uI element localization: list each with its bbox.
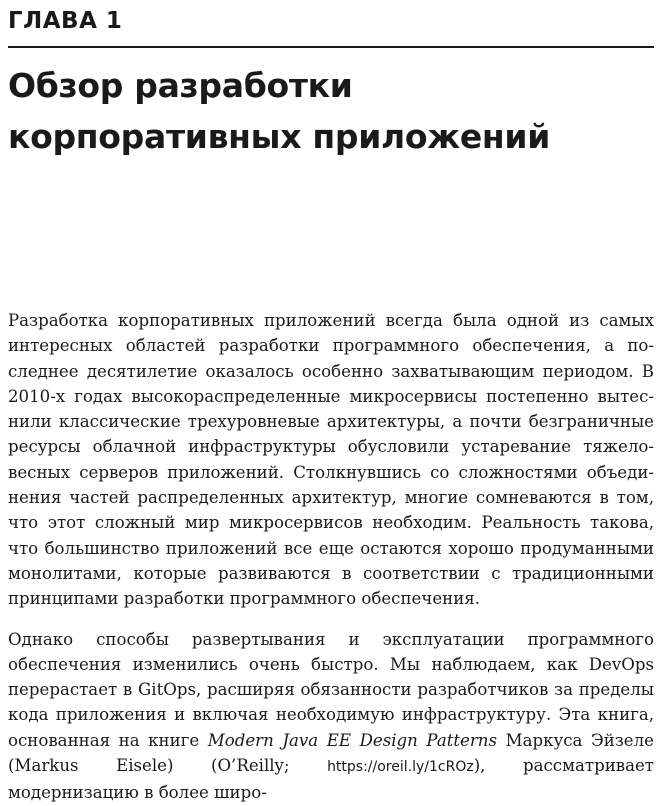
paragraph-deployment [8,627,654,806]
paragraph-intro: Разработка корпоративных приложений всегда была одной из самых интересных областей разработки программного обеспечения, а последнее десятилетие оказалось особенно захватывающим периодом. В 2010-х годах высокораспределенные микросервисы постепенно вытеснили классические трехуровневые архитектуры, а почти безграничные ресурсы облачной инфраструктуры обусловили устаревание тяжеловесных серверов приложений. Столкнувшись со сложностями объединения частей распределенных архитектур, многие сомневаются в том, что этот сложный мир микросервисов необходим. Реальность такова, что большинство приложений все еще остаются хорошо продуманными монолитами, которые развиваются в соответствии с традиционными принципами разработки программного обеспечения. [8,311,654,609]
book-title: Modern Java EE Design Patterns [207,730,498,750]
reference-link[interactable]: https://oreil.ly/1cROz [327,759,474,776]
paragraph-text-segment: ), рассматривает модернизацию в более широ- [8,756,654,803]
paragraph-text-segment: Маркуса Эйзеле (Markus Eisele) (O’Reilly; [8,730,654,776]
chapter-divider [8,46,654,48]
paragraph-text-segment: Однако способы развертывания и эксплуатации программного обеспечения изменились очень быстро. Мы наблюдаем, как DevOps перерастает в GitOps, расширяя обязанности разработчиков за пределы кода приложения и включая необходимую инфраструктуру. Эта книга, основанная на книге [8,629,654,750]
chapter-title: Обзор разработки корпоративных приложений [8,66,551,156]
chapter-label: ГЛАВА 1 [8,8,123,34]
body-text [8,308,654,806]
